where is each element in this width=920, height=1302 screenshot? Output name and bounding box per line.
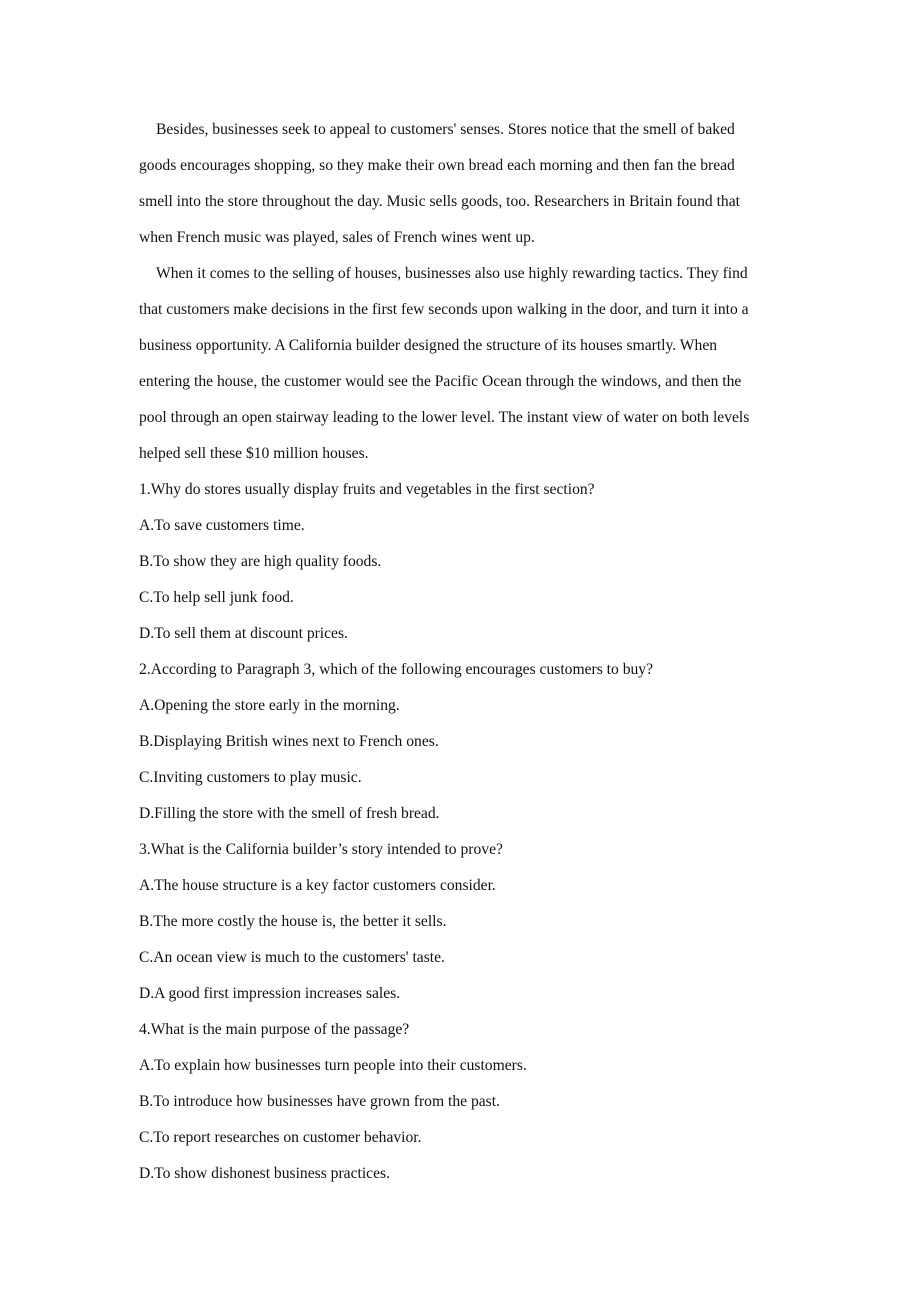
answer-option: D.To show dishonest business practices. [139,1165,390,1182]
answer-option: C.Inviting customers to play music. [139,769,362,786]
passage-line: goods encourages shopping, so they make their own bread each morning and then fan the bread [139,157,735,174]
answer-option: A.Opening the store early in the morning. [139,697,400,714]
question-text: 4.What is the main purpose of the passage? [139,1021,410,1038]
answer-option: B.The more costly the house is, the better it sells. [139,913,447,930]
passage-line: Besides, businesses seek to appeal to customers' senses. Stores notice that the smell of baked [156,121,735,138]
question-text: 1.Why do stores usually display fruits and vegetables in the first section? [139,481,595,498]
passage-line: smell into the store throughout the day. Music sells goods, too. Researchers in Britain found that [139,193,740,210]
answer-option: D.A good first impression increases sales. [139,985,401,1002]
answer-option: C.An ocean view is much to the customers' taste. [139,949,445,966]
answer-option: B.To show they are high quality foods. [139,553,382,570]
question-text: 2.According to Paragraph 3, which of the following encourages customers to buy? [139,661,654,678]
answer-option: A.The house structure is a key factor customers consider. [139,877,496,894]
passage-line: entering the house, the customer would see the Pacific Ocean through the windows, and then the [139,373,742,390]
answer-option: D.Filling the store with the smell of fresh bread. [139,805,440,822]
document-page [139,112,799,1192]
passage-line: when French music was played, sales of French wines went up. [139,229,535,246]
answer-option: A.To save customers time. [139,517,305,534]
answer-option: C.To report researches on customer behavior. [139,1129,422,1146]
answer-option: A.To explain how businesses turn people into their customers. [139,1057,527,1074]
passage-line: When it comes to the selling of houses, businesses also use highly rewarding tactics. They find [156,265,748,282]
answer-option: D.To sell them at discount prices. [139,625,348,642]
answer-option: C.To help sell junk food. [139,589,294,606]
passage-line: pool through an open stairway leading to the lower level. The instant view of water on both levels [139,409,750,426]
passage-line: helped sell these $10 million houses. [139,445,369,462]
question-text: 3.What is the California builder’s story intended to prove? [139,841,503,858]
passage-line: that customers make decisions in the first few seconds upon walking in the door, and turn it into a [139,301,749,318]
answer-option: B.Displaying British wines next to French ones. [139,733,439,750]
answer-option: B.To introduce how businesses have grown from the past. [139,1093,500,1110]
passage-line: business opportunity. A California builder designed the structure of its houses smartly. When [139,337,718,354]
